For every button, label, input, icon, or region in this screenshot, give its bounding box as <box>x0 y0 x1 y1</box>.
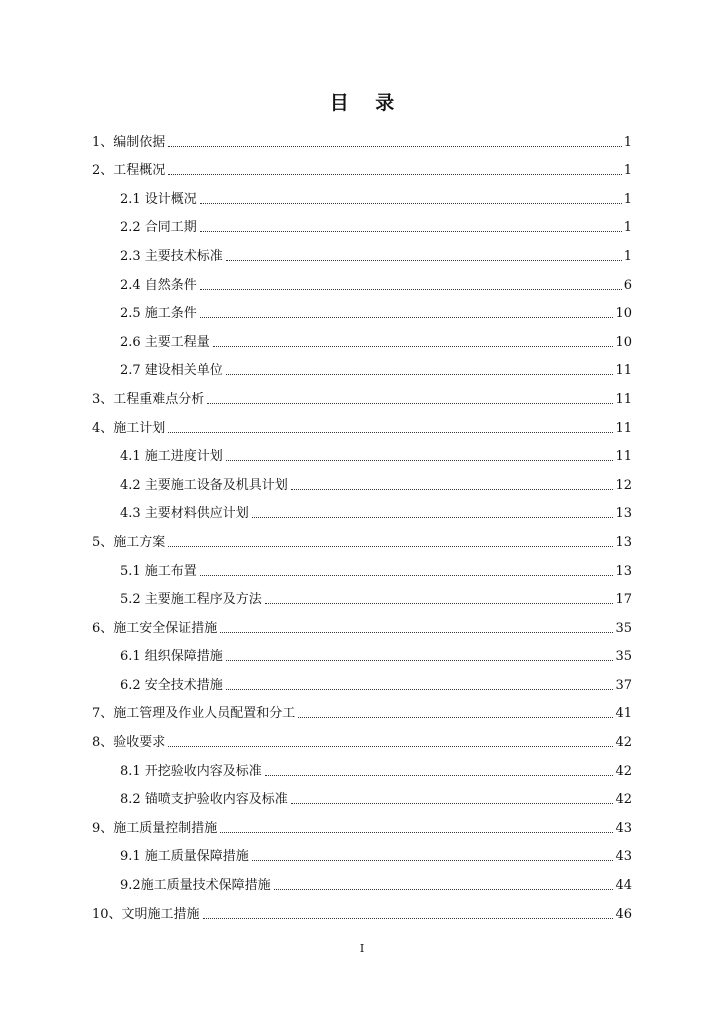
toc-entry-label: 1、编制依据 <box>92 134 166 150</box>
dot-leader <box>226 374 614 375</box>
page-number: I <box>359 942 365 955</box>
dot-leader <box>200 203 622 204</box>
toc-entry-label: 4.2 主要施工设备及机具计划 <box>120 477 288 493</box>
dot-leader <box>226 260 622 261</box>
toc-entry-page: 1 <box>623 163 632 179</box>
toc-entry[interactable] <box>92 780 632 809</box>
toc-title: 目 录 <box>329 92 395 114</box>
toc-entry[interactable] <box>92 894 632 923</box>
dot-leader <box>168 432 613 433</box>
toc-entry-page: 13 <box>615 506 632 522</box>
dot-leader <box>168 146 621 147</box>
toc-entry[interactable] <box>92 122 632 151</box>
toc-entry-page: 35 <box>615 620 632 636</box>
toc-entry-label: 7、施工管理及作业人员配置和分工 <box>92 706 296 722</box>
toc-entry-label: 4.3 主要材料供应计划 <box>120 506 249 522</box>
toc-entry[interactable] <box>92 580 632 609</box>
toc-entry[interactable] <box>92 751 632 780</box>
dot-leader <box>168 546 613 547</box>
toc-entry-page: 42 <box>615 763 632 779</box>
toc-entry[interactable] <box>92 551 632 580</box>
toc-entry-page: 11 <box>615 391 632 407</box>
toc-entry-label: 2.1 设计概况 <box>120 191 197 207</box>
toc-entry-page: 46 <box>615 906 632 922</box>
toc-entry[interactable] <box>92 351 632 380</box>
toc-entry-page: 43 <box>615 820 632 836</box>
dot-leader <box>265 775 614 776</box>
toc-entry[interactable] <box>92 808 632 837</box>
toc-entry-page: 17 <box>615 592 632 608</box>
dot-leader <box>200 317 614 318</box>
toc-entry-page: 11 <box>615 420 632 436</box>
toc-entry-label: 8.1 开挖验收内容及标准 <box>120 763 262 779</box>
toc-entry[interactable] <box>92 665 632 694</box>
toc-entry-label: 6.1 组织保障措施 <box>120 649 223 665</box>
toc-entry-label: 5.1 施工布置 <box>120 563 197 579</box>
toc-entry[interactable] <box>92 608 632 637</box>
toc-entry-label: 9.1 施工质量保障措施 <box>120 849 249 865</box>
toc-entry-page: 42 <box>615 792 632 808</box>
toc-entry-label: 4、施工计划 <box>92 420 166 436</box>
toc-entry-label: 2.5 施工条件 <box>120 306 197 322</box>
toc-entry-page: 10 <box>615 334 632 350</box>
table-of-contents <box>92 122 632 923</box>
toc-entry-label: 10、文明施工措施 <box>92 906 200 922</box>
dot-leader <box>168 174 621 175</box>
toc-entry-label: 3、工程重难点分析 <box>92 391 205 407</box>
toc-entry-page: 13 <box>615 534 632 550</box>
toc-entry-label: 8.2 锚喷支护验收内容及标准 <box>120 792 288 808</box>
toc-entry-label: 2.3 主要技术标准 <box>120 248 223 264</box>
toc-entry-page: 35 <box>615 649 632 665</box>
toc-entry[interactable] <box>92 722 632 751</box>
toc-entry-label: 2.2 合同工期 <box>120 220 197 236</box>
dot-leader <box>220 632 613 633</box>
toc-entry-page: 6 <box>623 277 632 293</box>
toc-entry[interactable] <box>92 465 632 494</box>
toc-entry-label: 4.1 施工进度计划 <box>120 449 223 465</box>
dot-leader <box>291 803 614 804</box>
toc-entry[interactable] <box>92 236 632 265</box>
toc-entry-label: 6.2 安全技术措施 <box>120 677 223 693</box>
toc-entry-page: 12 <box>615 477 632 493</box>
dot-leader <box>213 346 614 347</box>
toc-entry[interactable] <box>92 637 632 666</box>
toc-entry[interactable] <box>92 379 632 408</box>
dot-leader <box>203 918 614 919</box>
dot-leader <box>226 460 614 461</box>
toc-entry-page: 10 <box>615 306 632 322</box>
toc-entry[interactable] <box>92 179 632 208</box>
toc-entry-page: 42 <box>615 735 632 751</box>
toc-entry[interactable] <box>92 837 632 866</box>
toc-entry[interactable] <box>92 322 632 351</box>
toc-entry-page: 37 <box>615 677 632 693</box>
toc-entry-page: 44 <box>615 878 632 894</box>
toc-entry-page: 1 <box>623 248 632 264</box>
dot-leader <box>200 231 622 232</box>
toc-entry-label: 9.2施工质量技术保障措施 <box>120 878 271 894</box>
dot-leader <box>274 889 614 890</box>
toc-entry-page: 43 <box>615 849 632 865</box>
toc-entry-label: 2、工程概况 <box>92 163 166 179</box>
toc-entry[interactable] <box>92 294 632 323</box>
toc-entry[interactable] <box>92 494 632 523</box>
toc-entry-label: 2.7 建设相关单位 <box>120 363 223 379</box>
toc-entry[interactable] <box>92 694 632 723</box>
toc-entry[interactable] <box>92 265 632 294</box>
dot-leader <box>298 717 613 718</box>
dot-leader <box>207 403 613 404</box>
toc-entry[interactable] <box>92 151 632 180</box>
toc-entry-page: 1 <box>623 134 632 150</box>
toc-entry-label: 5、施工方案 <box>92 534 166 550</box>
toc-entry[interactable] <box>92 408 632 437</box>
toc-entry-page: 1 <box>623 191 632 207</box>
toc-entry[interactable] <box>92 865 632 894</box>
toc-entry-label: 6、施工安全保证措施 <box>92 620 218 636</box>
toc-entry-label: 2.6 主要工程量 <box>120 334 210 350</box>
dot-leader <box>168 746 613 747</box>
dot-leader <box>265 603 614 604</box>
toc-entry-label: 5.2 主要施工程序及方法 <box>120 592 262 608</box>
dot-leader <box>220 832 613 833</box>
toc-entry-page: 11 <box>615 363 632 379</box>
toc-entry-label: 8、验收要求 <box>92 735 166 751</box>
dot-leader <box>226 660 614 661</box>
dot-leader <box>200 289 622 290</box>
toc-entry-page: 13 <box>615 563 632 579</box>
dot-leader <box>200 575 614 576</box>
toc-entry[interactable] <box>92 522 632 551</box>
toc-entry-label: 9、施工质量控制措施 <box>92 820 218 836</box>
toc-entry-page: 1 <box>623 220 632 236</box>
toc-entry-page: 41 <box>615 706 632 722</box>
toc-entry-label: 2.4 自然条件 <box>120 277 197 293</box>
toc-entry[interactable] <box>92 437 632 466</box>
dot-leader <box>252 860 614 861</box>
dot-leader <box>226 689 614 690</box>
toc-entry-page: 11 <box>615 449 632 465</box>
dot-leader <box>252 517 614 518</box>
toc-entry[interactable] <box>92 208 632 237</box>
dot-leader <box>291 489 614 490</box>
